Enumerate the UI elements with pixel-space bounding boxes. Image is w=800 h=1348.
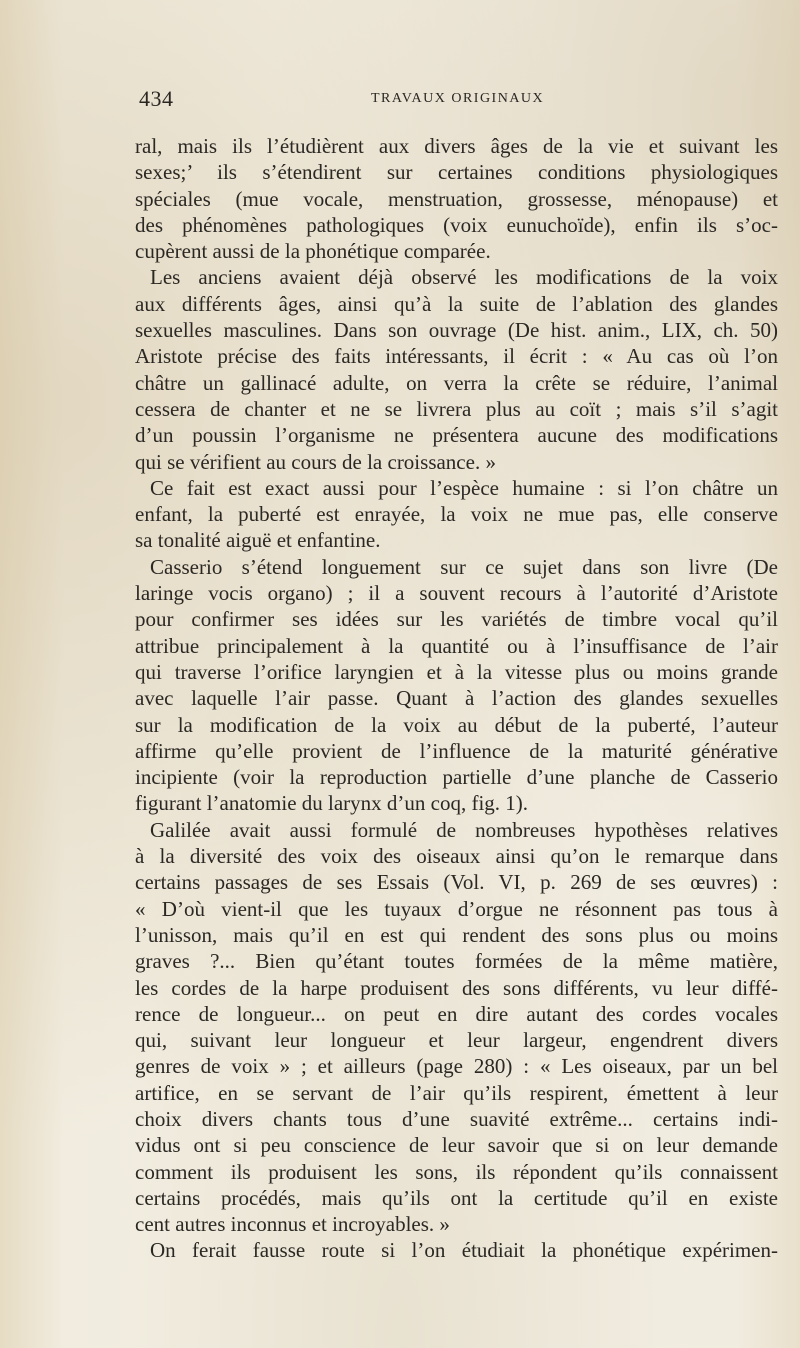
text-line: cent autres inconnus et incroyables. » bbox=[135, 1212, 450, 1237]
text-line: les cordes de la harpe produisent des sons différents, vu leur diffé- bbox=[135, 975, 778, 1000]
text-line: cessera de chanter et ne se livrera plus au coït ; mais s’il s’agit bbox=[135, 396, 778, 421]
text-line: artifice, en se servant de l’air qu’ils respirent, émettent à leur bbox=[135, 1080, 778, 1105]
text-line: avec laquelle l’air passe. Quant à l’action des glandes sexuelles bbox=[135, 686, 778, 711]
text-line: attribue principalement à la quantité ou à l’insuffisance de l’air bbox=[135, 633, 778, 658]
text-line: sur la modification de la voix au début de la puberté, l’auteur bbox=[135, 712, 778, 737]
text-line: rence de longueur... on peut en dire autant des cordes vocales bbox=[135, 1001, 778, 1026]
text-line: genres de voix » ; et ailleurs (page 280) : « Les oiseaux, par un bel bbox=[135, 1054, 778, 1079]
text-line: sexes;’ ils s’étendirent sur certaines conditions physiologiques bbox=[135, 160, 778, 185]
text-line: qui traverse l’orifice laryngien et à la vitesse plus ou moins grande bbox=[135, 659, 778, 684]
text-line: d’un poussin l’organisme ne présentera aucune des modifications bbox=[135, 423, 778, 448]
text-line: cupèrent aussi de la phonétique comparée. bbox=[135, 239, 491, 264]
text-line: figurant l’anatomie du larynx d’un coq, fig. 1). bbox=[135, 791, 529, 816]
text-line: choix divers chants tous d’une suavité extrême... certains indi- bbox=[135, 1106, 778, 1131]
text-line: sa tonalité aiguë et enfantine. bbox=[135, 528, 381, 553]
text-line: incipiente (voir la reproduction partielle d’une planche de Casserio bbox=[135, 765, 778, 790]
text-line: aux différents âges, ainsi qu’à la suite de l’ablation des glandes bbox=[135, 291, 778, 316]
text-line: certains passages de ses Essais (Vol. VI, p. 269 de ses œuvres) : bbox=[135, 870, 778, 895]
text-line: ral, mais ils l’étudièrent aux divers âges de la vie et suivant les bbox=[135, 134, 778, 158]
text-line: « D’où vient-il que les tuyaux d’orgue ne résonnent pas tous à bbox=[135, 896, 778, 921]
text-line: comment ils produisent les sons, ils répondent qu’ils connaissent bbox=[135, 1159, 778, 1184]
text-line: qui se vérifient au cours de la croissance. » bbox=[135, 449, 496, 474]
text-line: certains procédés, mais qu’ils ont la certitude qu’il en existe bbox=[135, 1185, 778, 1210]
text-line: On ferait fausse route si l’on étudiait la phonétique expérimen- bbox=[150, 1238, 778, 1263]
text-line: Les anciens avaient déjà observé les modifications de la voix bbox=[150, 265, 778, 290]
text-line: enfant, la puberté est enrayée, la voix ne mue pas, elle conserve bbox=[135, 502, 778, 527]
text-line: affirme qu’elle provient de l’influence de la maturité générative bbox=[135, 738, 778, 763]
text-line: l’unisson, mais qu’il en est qui rendent des sons plus ou moins bbox=[135, 922, 778, 947]
text-line: sexuelles masculines. Dans son ouvrage (De hist. anim., LIX, ch. 50) bbox=[135, 318, 778, 343]
text-line: Aristote précise des faits intéressants, il écrit : « Au cas où l’on bbox=[135, 344, 778, 369]
text-line: à la diversité des voix des oiseaux ainsi qu’on le remarque dans bbox=[135, 844, 778, 869]
text-line: Casserio s’étend longuement sur ce sujet dans son livre (De bbox=[150, 554, 778, 579]
text-line: spéciales (mue vocale, menstruation, grossesse, ménopause) et bbox=[135, 186, 778, 211]
text-line: pour confirmer ses idées sur les variétés de timbre vocal qu’il bbox=[135, 607, 778, 632]
text-line: Ce fait est exact aussi pour l’espèce humaine : si l’on châtre un bbox=[150, 475, 778, 500]
body-text bbox=[135, 133, 778, 1264]
text-line: graves ?... Bien qu’étant toutes formées de la même matière, bbox=[135, 949, 778, 974]
text-line: des phénomènes pathologiques (voix eunuchoïde), enfin ils s’oc- bbox=[135, 212, 778, 237]
running-head: TRAVAUX ORIGINAUX bbox=[371, 91, 545, 106]
text-line: laringe vocis organo) ; il a souvent recours à l’autorité d’Aristote bbox=[135, 581, 778, 606]
page-header bbox=[135, 86, 775, 120]
page-number: 434 bbox=[139, 86, 174, 111]
text-line: châtre un gallinacé adulte, on verra la crête se réduire, l’animal bbox=[135, 370, 778, 395]
text-line: Galilée avait aussi formulé de nombreuses hypothèses relatives bbox=[150, 817, 778, 842]
text-line: vidus ont si peu conscience de leur savoir que si on leur demande bbox=[135, 1133, 778, 1158]
text-line: qui, suivant leur longueur et leur largeur, engendrent divers bbox=[135, 1028, 778, 1053]
